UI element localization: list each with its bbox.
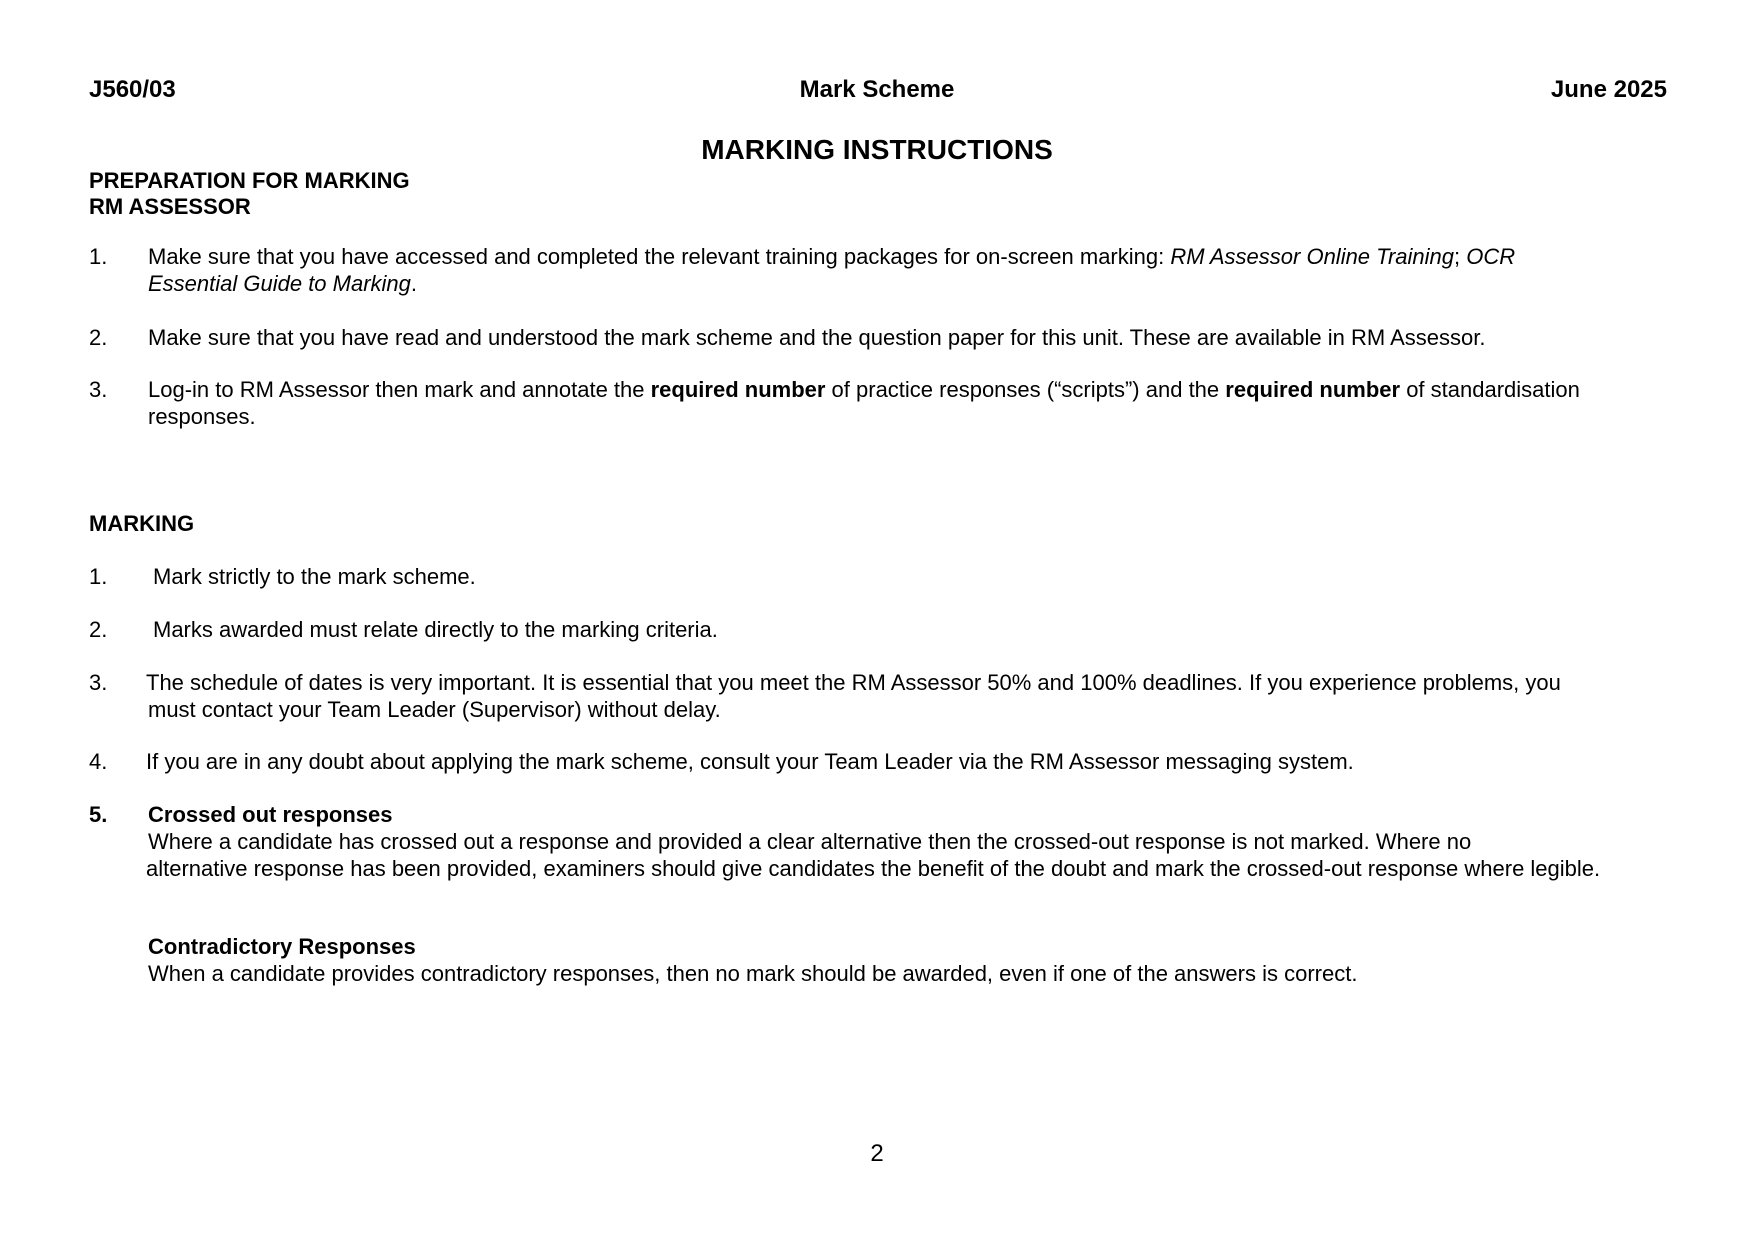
prep-item-1-number: 1. (89, 244, 108, 269)
marking-item-2-text: Marks awarded must relate directly to the marking criteria. (153, 617, 718, 642)
header-title: Mark Scheme (799, 76, 955, 103)
contradictory-heading: Contradictory Responses (148, 934, 416, 959)
marking-item-1-number: 1. (89, 564, 108, 589)
marking-item-1-text: Mark strictly to the mark scheme. (153, 564, 476, 589)
marking-item-5-number: 5. (89, 802, 108, 827)
marking-item-2-number: 2. (89, 617, 108, 642)
marking-item-5-text: Crossed out responses Where a candidate has crossed out a response and provided a clear alternative then the crossed-out response is not marked. Where no alternative response has been provided, examiners should give candidates the benefit of the doubt and mark the crossed-out response where legible. (146, 802, 1601, 881)
prep-item-1-text: Make sure that you have accessed and completed the relevant training packages for on-screen marking: RM Assessor Online Training; OCR Essential Guide to Marking. (148, 244, 1516, 296)
paper-code: J560/03 (89, 76, 176, 103)
marking-item-3-number: 3. (89, 670, 108, 695)
prep-item-3-text: Log-in to RM Assessor then mark and annotate the required number of practice responses (“scripts”) and the required number of standardisation responses. (148, 377, 1580, 429)
marking-item-4-number: 4. (89, 749, 108, 774)
contradictory-text: When a candidate provides contradictory responses, then no mark should be awarded, even if one of the answers is correct. (148, 961, 1358, 986)
page-title: MARKING INSTRUCTIONS (701, 134, 1053, 165)
prep-item-3-number: 3. (89, 377, 108, 402)
prep-item-2-number: 2. (89, 325, 108, 350)
preparation-heading: PREPARATION FOR MARKING (89, 168, 410, 193)
marking-item-4-text: If you are in any doubt about applying the mark scheme, consult your Team Leader via the RM Assessor messaging system. (146, 749, 1354, 774)
rm-assessor-heading: RM ASSESSOR (89, 194, 251, 219)
page-number: 2 (870, 1140, 884, 1167)
marking-heading: MARKING (89, 511, 195, 536)
prep-item-2-text: Make sure that you have read and understood the mark scheme and the question paper for this unit. These are available in RM Assessor. (148, 325, 1486, 350)
contradictory-section (148, 933, 1357, 987)
header-date: June 2025 (1550, 76, 1667, 103)
crossed-out-heading: Crossed out responses (148, 802, 393, 827)
marking-item-3-text: The schedule of dates is very important. It is essential that you meet the RM Assessor 50% and 100% deadlines. If you experience problems, you must contact your Team Leader (Supervisor) without delay. (146, 670, 1561, 722)
